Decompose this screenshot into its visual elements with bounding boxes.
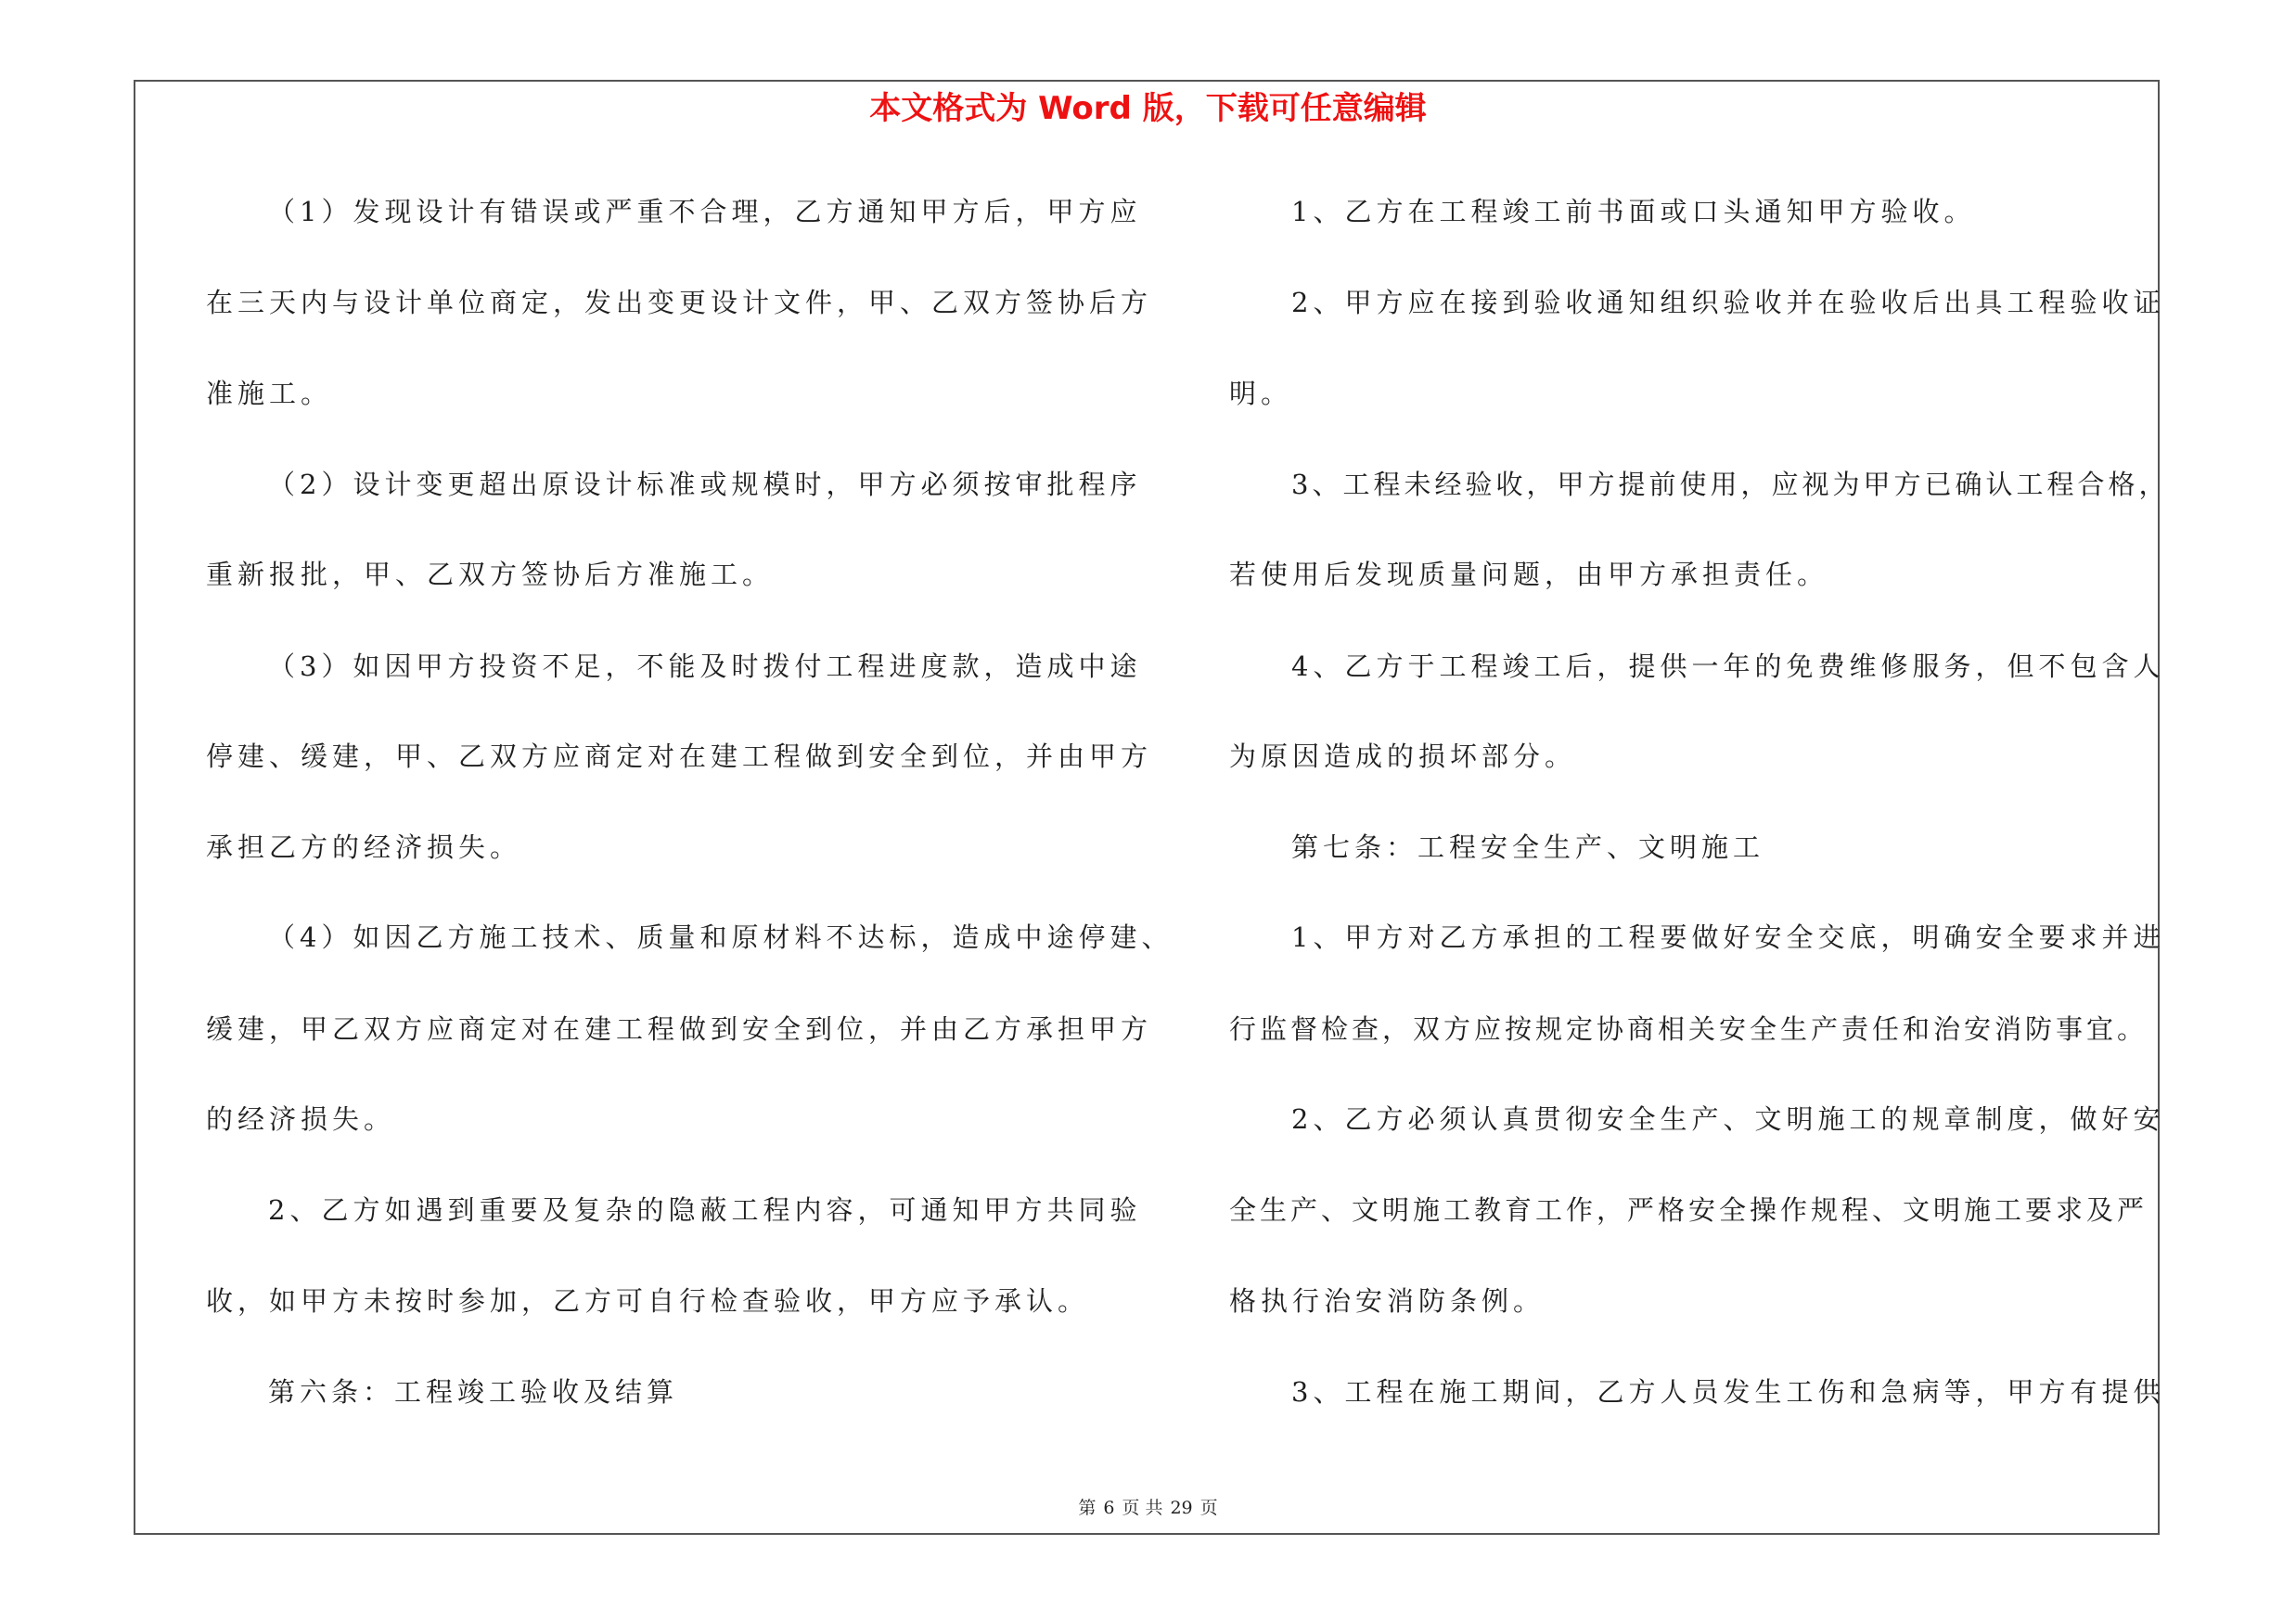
footer-suffix: 页 xyxy=(1199,1498,1218,1518)
right-line-14: 3、工程在施工期间，乙方人员发生工伤和急病等，甲方有提供 xyxy=(1291,1376,2165,1408)
page-number-footer xyxy=(0,1496,2296,1520)
right-line-2: 2、甲方应在接到验收通知组织验收并在验收后出具工程验收证 xyxy=(1291,287,2165,318)
word-format-banner: 本文格式为 Word 版，下载可任意编辑 xyxy=(869,90,1427,127)
right-line-10: 行监督检查，双方应按规定协商相关安全生产责任和治安消防事宜。 xyxy=(1229,1013,2148,1045)
left-line-8: 承担乙方的经济损失。 xyxy=(206,831,522,863)
left-line-3: 准施工。 xyxy=(206,378,333,409)
left-line-4: （2）设计变更超出原设计标准或规模时，甲方必须按审批程序 xyxy=(268,469,1142,500)
left-line-9: （4）如因乙方施工技术、质量和原材料不达标，造成中途停建、 xyxy=(268,921,1174,953)
left-line-10: 缓建，甲乙双方应商定对在建工程做到安全到位，并由乙方承担甲方 xyxy=(206,1013,1153,1045)
left-line-7: 停建、缓建，甲、乙双方应商定对在建工程做到安全到位，并由甲方 xyxy=(206,741,1153,772)
left-line-11: 的经济损失。 xyxy=(206,1103,396,1135)
right-line-9: 1、甲方对乙方承担的工程要做好安全交底，明确安全要求并进 xyxy=(1291,921,2165,953)
left-line-1: （1）发现设计有错误或严重不合理，乙方通知甲方后，甲方应 xyxy=(268,196,1142,227)
left-line-2: 在三天内与设计单位商定，发出变更设计文件，甲、乙双方签协后方 xyxy=(206,287,1153,318)
footer-page-number: 6 xyxy=(1103,1498,1115,1518)
right-line-12: 全生产、文明施工教育工作，严格安全操作规程、文明施工要求及严 xyxy=(1229,1194,2148,1226)
right-line-5: 若使用后发现质量问题，由甲方承担责任。 xyxy=(1229,559,1829,590)
right-line-7: 为原因造成的损坏部分。 xyxy=(1229,741,1577,772)
right-line-4: 3、工程未经验收，甲方提前使用，应视为甲方已确认工程合格， xyxy=(1291,469,2170,500)
left-line-6: （3）如因甲方投资不足，不能及时拨付工程进度款，造成中途 xyxy=(268,650,1142,682)
right-line-3: 明。 xyxy=(1229,378,1293,409)
right-line-13: 格执行治安消防条例。 xyxy=(1229,1285,1546,1317)
footer-prefix: 第 xyxy=(1078,1498,1097,1518)
left-section-heading-6: 第六条：工程竣工验收及结算 xyxy=(268,1376,679,1408)
right-section-heading-7: 第七条：工程安全生产、文明施工 xyxy=(1291,831,1765,863)
right-line-6: 4、乙方于工程竣工后，提供一年的免费维修服务，但不包含人 xyxy=(1291,650,2165,682)
left-line-5: 重新报批，甲、乙双方签协后方准施工。 xyxy=(206,559,775,590)
footer-total-pages: 29 xyxy=(1170,1498,1193,1518)
footer-middle: 页 共 xyxy=(1122,1498,1163,1518)
right-line-11: 2、乙方必须认真贯彻安全生产、文明施工的规章制度，做好安 xyxy=(1291,1103,2165,1135)
left-line-13: 收，如甲方未按时参加，乙方可自行检查验收，甲方应予承认。 xyxy=(206,1285,1090,1317)
right-line-1: 1、乙方在工程竣工前书面或口头通知甲方验收。 xyxy=(1291,196,1976,227)
left-line-12: 2、乙方如遇到重要及复杂的隐蔽工程内容，可通知甲方共同验 xyxy=(268,1194,1142,1226)
